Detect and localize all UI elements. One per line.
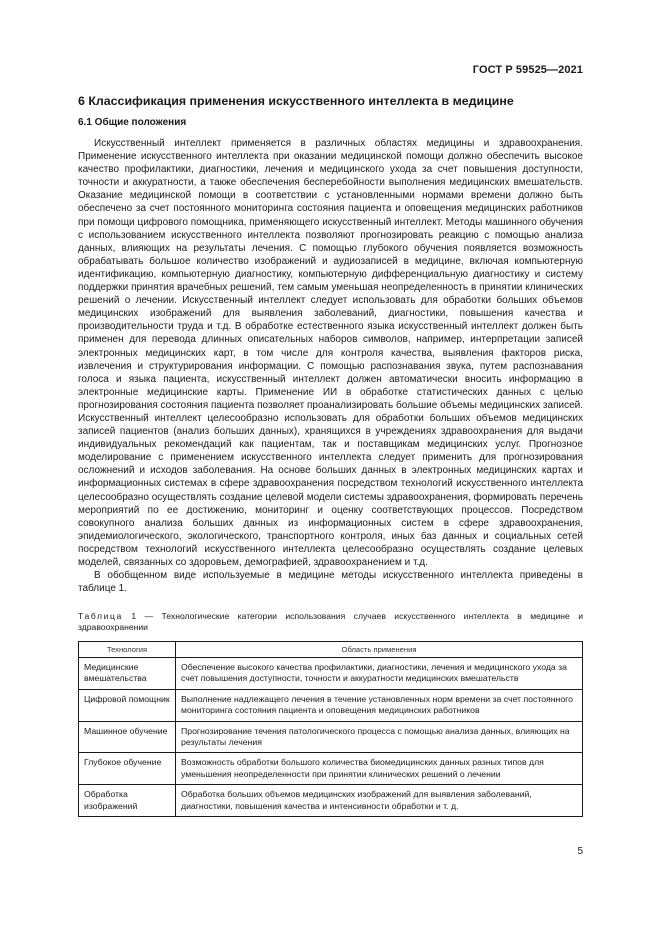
application-cell: Выполнение надлежащего лечения в течение установленных норм времени за счет постоянного мониторинга состояния пациента и оповещения медицинских работников (176, 689, 583, 721)
table-row (79, 721, 583, 753)
technology-cell: Обработка изображений (79, 785, 176, 817)
standard-designation: ГОСТ Р 59525—2021 (472, 64, 583, 76)
subsection-title: 6.1 Общие положения (78, 117, 187, 128)
table-row (79, 658, 583, 690)
paragraph: В обобщенном виде используемые в медицине методы искусственного интеллекта приведены в таблице 1. (78, 570, 583, 595)
body-text (78, 137, 583, 595)
technology-cell: Глубокое обучение (79, 753, 176, 785)
table-caption-label: Таблица (78, 611, 123, 621)
technology-cell: Цифровой помощник (79, 689, 176, 721)
column-header-technology: Технология (79, 642, 176, 658)
table-caption-text: 1 — Технологические категории использования случаев искусственного интеллекта в медицине и здравоохранении (78, 611, 583, 632)
table-header-row (79, 642, 583, 658)
table-caption (78, 611, 583, 633)
ai-categories-table (78, 641, 583, 817)
table-row (79, 689, 583, 721)
section-title: 6 Классификация применения искусственного интеллекта в медицине (78, 94, 514, 108)
table-row (79, 753, 583, 785)
table-row (79, 785, 583, 817)
application-cell: Обеспечение высокого качества профилактики, диагностики, лечения и медицинского ухода за счет повышения доступности, точности и аккуратности медицинских вмешательств (176, 658, 583, 690)
technology-cell: Машинное обучение (79, 721, 176, 753)
column-header-application: Область применения (176, 642, 583, 658)
paragraph: Искусственный интеллект применяется в различных областях медицины и здравоохранения. Применение искусственного интеллекта при оказании медицинской помощи должно обеспечить высокое качество профилактики, диагностики, лечения и медицинского ухода за счет повышения доступности, точности и аккуратности, а также обеспечения бесперебойности выполнения медицинских вмешательств. Оказание медицинской помощи в соответствии с установленными нормами времени должно быть обеспечено за счет постоянного мониторинга состояния пациента и оповещения медицинских работников при помощи цифрового помощника, применяющего искусственный интеллект. Методы машинного обучения с использованием искусственного интеллекта позволяют прогнозировать реакцию с помощью анализа данных, влияющих на результаты лечения. С помощью глубокого обучения появляется возможность обрабатывать большое количество изображений и аудиозаписей в медицине, включая компьютерную идентификацию, компьютерную диагностику, компьютерную дифференциальную диагностику и систему поддержки принятия врачебных решений, тем самым уменьшая неопределенность в принятии клинических решений о лечении. Искусственный интеллект следует использовать для обработки больших объемов медицинских изображений для выявления заболеваний, диагностики, повышения качества и производительности труда и т.д. В обработке естественного языка искусственный интеллект должен быть применен для перевода длинных описательных наборов символов, например, интерпретации записей электронных медицинских карт, в том числе для контроля качества, выявления факторов риска, извлечения и структурирования информации. С помощью распознавания звука, путем распознавания голоса и языка пациента, искусственный интеллект должен автоматически вносить информацию в электронные медицинские карты. Применение ИИ в обработке статистических данных с целью прогнозирования состояния пациента позволяет проанализировать большие объемы медицинских записей. Искусственный интеллект целесообразно использовать для обработки больших объемов медицинских записей пациентов (анализ больших данных), хранящихся в учреждениях здравоохранения для выдачи индивидуальных рекомендаций как пациентам, так и поставщикам медицинских услуг. Прогнозное моделирование с применением искусственного интеллекта следует применить для прогнозирования осложнений и исходов заболевания. На основе больших данных в электронных медицинских картах и информационных системах в сфере здравоохранения посредством технологий искусственного интеллекта целесообразно осуществлять создание целевой модели системы здравоохранения, формировать перечень мероприятий по ее достижению, мониторинг и оценку соответствующих процессов. Посредством совокупного анализа больших данных из информационных систем в сфере здравоохранения, эпидемиологического, экологического, транспортного контроля, иных баз данных и социальных сетей посредством технологий искусственного интеллекта целесообразно осуществлять создание целевых моделей, связанных со здоровьем, демографией, здравоохранением и т.д. (78, 138, 583, 568)
application-cell: Прогнозирование течения патологического процесса с помощью анализа данных, влияющих на результаты лечения (176, 721, 583, 753)
technology-cell: Медицинские вмешательства (79, 658, 176, 690)
application-cell: Возможность обработки большого количества биомедицинских данных разных типов для уменьшения неопределенности при принятии клинических решений о лечении (176, 753, 583, 785)
application-cell: Обработка больших объемов медицинских изображений для выявления заболеваний, диагностики, повышения качества и интенсивности обработки и т. д. (176, 785, 583, 817)
page-number: 5 (577, 846, 583, 857)
